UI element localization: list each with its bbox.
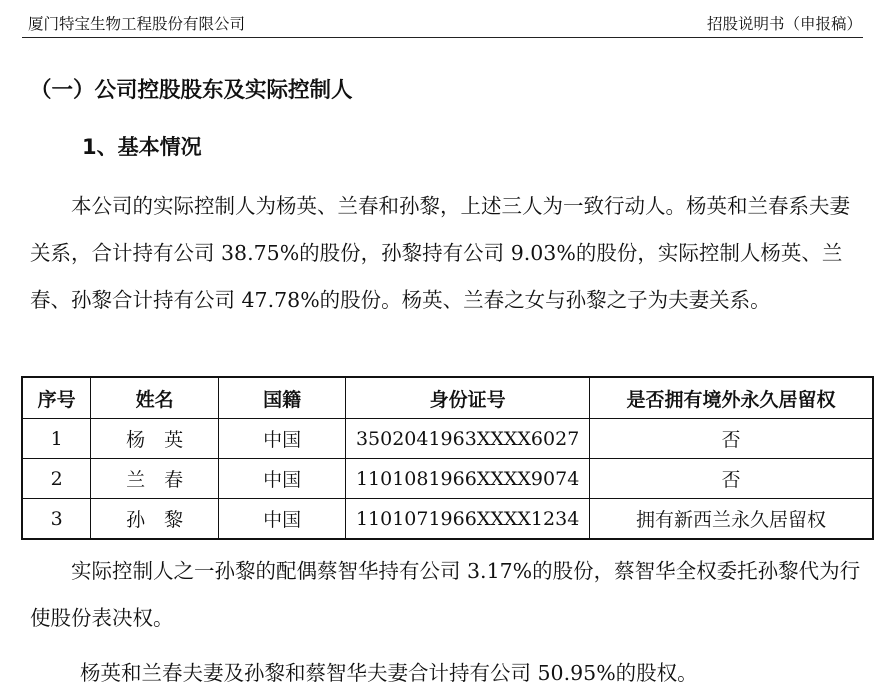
- cell-nationality: 中国: [218, 419, 345, 459]
- page-header: [28, 12, 862, 34]
- controller-table: [21, 376, 874, 540]
- cell-nationality: 中国: [218, 459, 345, 499]
- header-divider: [22, 37, 863, 38]
- spouse-paragraph: 实际控制人之一孙黎的配偶蔡智华持有公司 3.17%的股份，蔡智华全权委托孙黎代为行使股份表决权。: [30, 559, 861, 630]
- intro-paragraph: 本公司的实际控制人为杨英、兰春和孙黎，上述三人为一致行动人。杨英和兰春系夫妻关系，合计持有公司 38.75%的股份，孙黎持有公司 9.03%的股份，实际控制人杨英、兰春、孙黎合计持有公司 47.78%的股份。杨英、兰春之女与孙黎之子为夫妻关系。: [30, 194, 850, 312]
- cell-residency: 否: [589, 459, 873, 499]
- cell-nationality: 中国: [218, 499, 345, 540]
- table-row: [22, 499, 873, 540]
- cell-index: 2: [22, 459, 91, 499]
- header-cell-nationality: 国籍: [218, 377, 345, 419]
- cell-index: 1: [22, 419, 91, 459]
- header-cell-index: 序号: [22, 377, 91, 419]
- table-row: [22, 419, 873, 459]
- document-title: 招股说明书（申报稿）: [706, 15, 862, 33]
- section-title: （一）公司控股股东及实际控制人: [30, 78, 353, 103]
- company-name: 厦门特宝生物工程股份有限公司: [28, 15, 246, 33]
- table-row: [22, 459, 873, 499]
- cell-name: 孙 黎: [91, 499, 219, 540]
- table-header-row: [22, 377, 873, 419]
- cell-residency: 否: [589, 419, 873, 459]
- header-cell-residency: 是否拥有境外永久居留权: [589, 377, 873, 419]
- header-cell-name: 姓名: [91, 377, 219, 419]
- cell-index: 3: [22, 499, 91, 540]
- cell-id-number: 3502041963XXXX6027: [346, 419, 590, 459]
- header-cell-id-number: 身份证号: [346, 377, 590, 419]
- subsection-title: 1、基本情况: [82, 135, 202, 159]
- cell-id-number: 1101071966XXXX1234: [346, 499, 590, 540]
- cell-id-number: 1101081966XXXX9074: [346, 459, 590, 499]
- cell-name: 杨 英: [91, 419, 219, 459]
- total-paragraph: 杨英和兰春夫妻及孙黎和蔡智华夫妻合计持有公司 50.95%的股权。: [80, 661, 698, 685]
- cell-name: 兰 春: [91, 459, 219, 499]
- cell-residency: 拥有新西兰永久居留权: [589, 499, 873, 540]
